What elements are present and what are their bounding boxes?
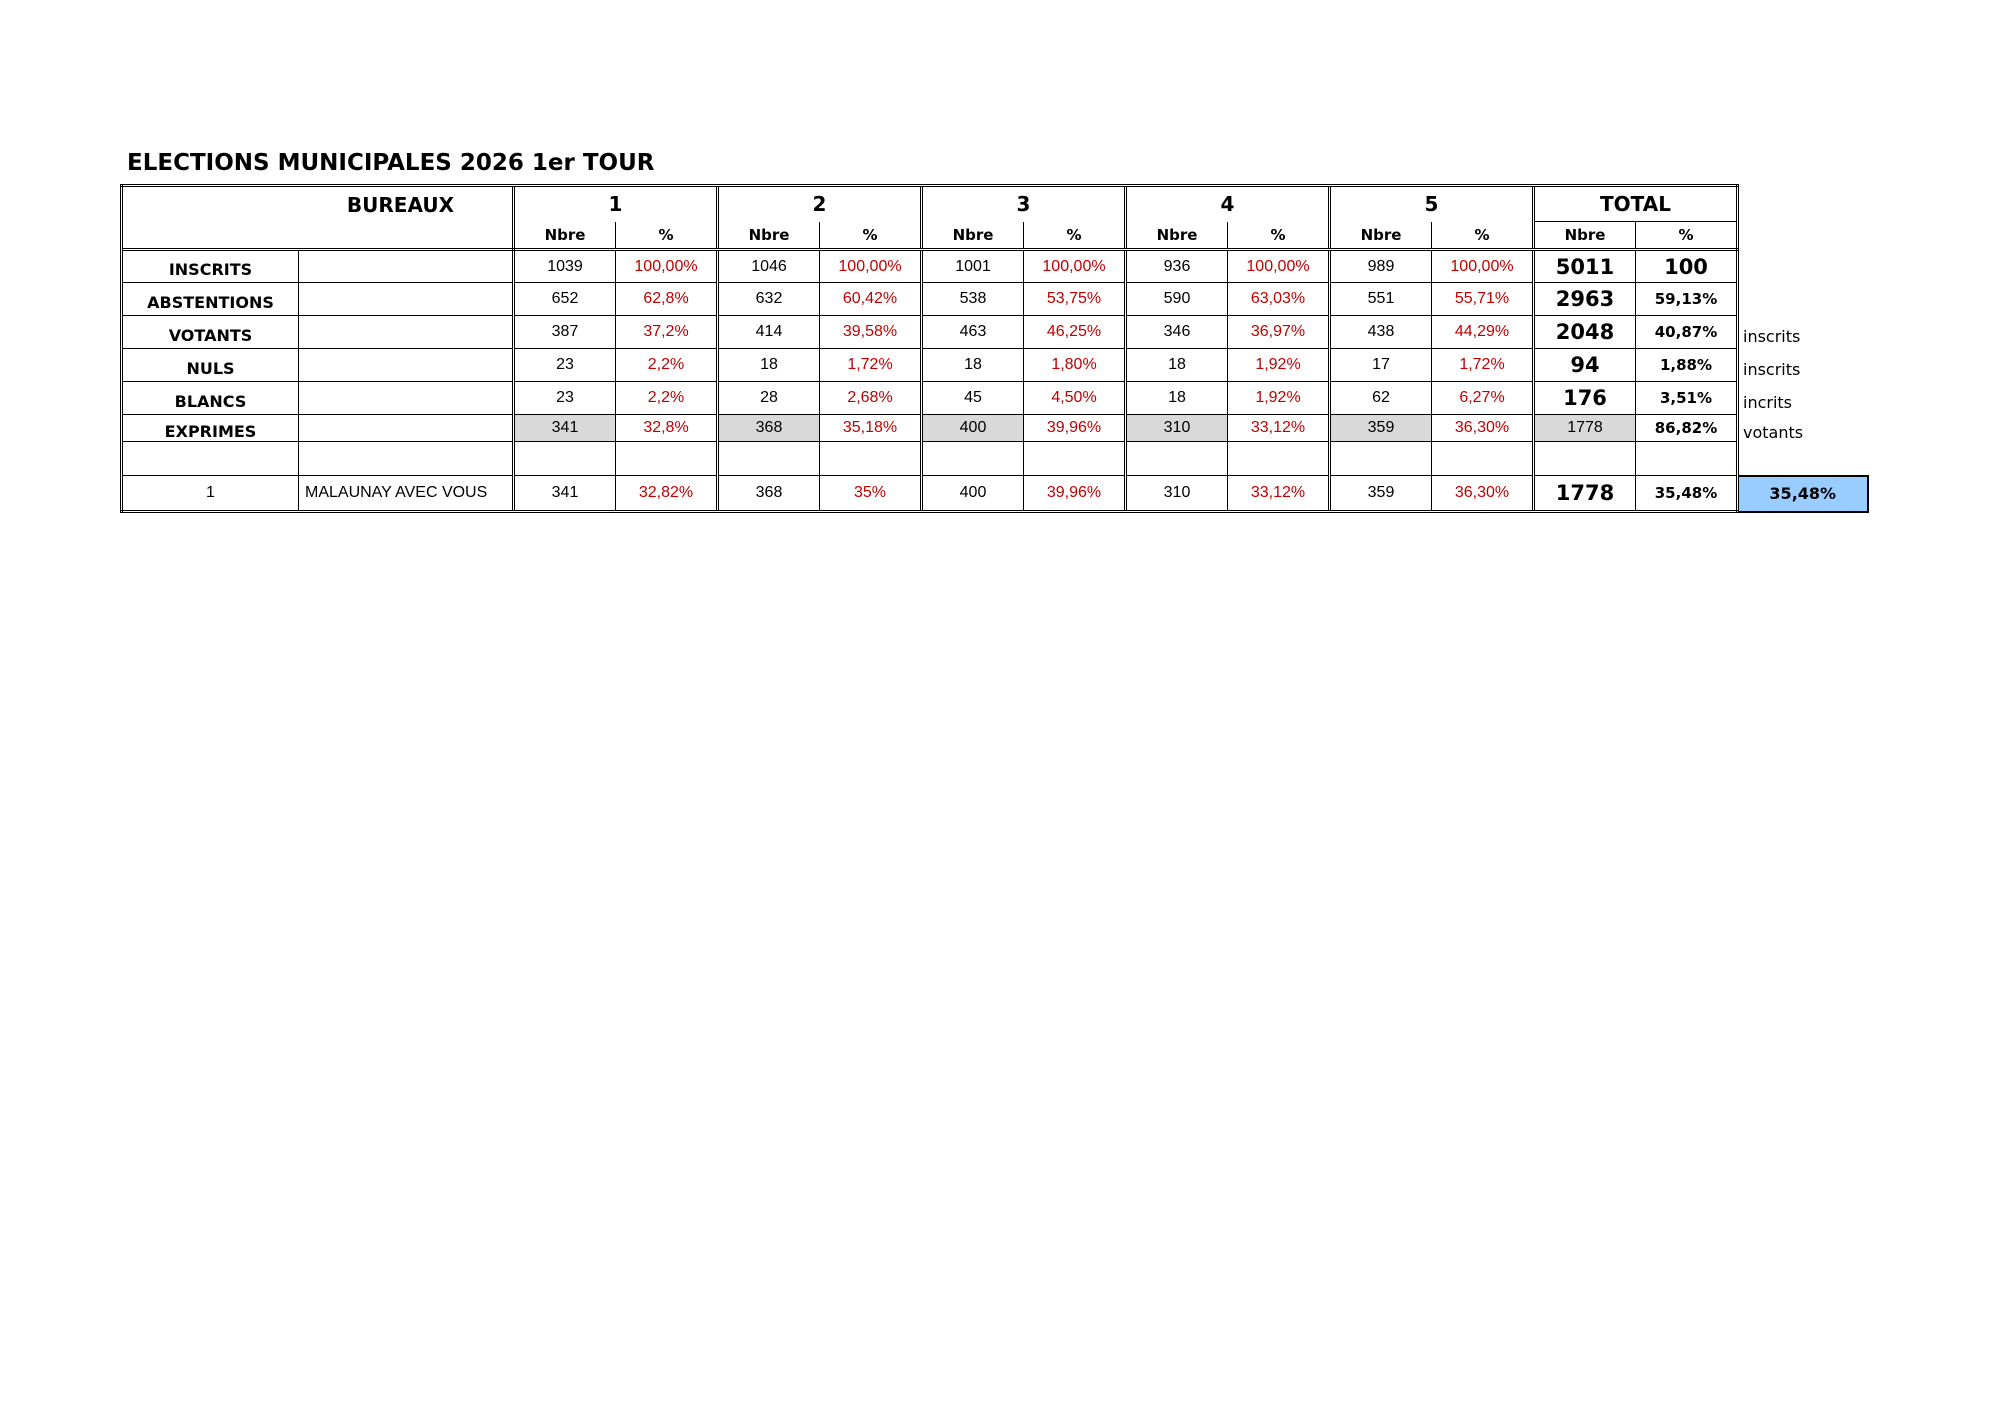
row-label: EXPRIMES bbox=[122, 415, 299, 442]
empty-cell bbox=[718, 442, 820, 476]
row-label: ABSTENTIONS bbox=[122, 283, 299, 316]
bureau-2-percent: 100,00% bbox=[820, 250, 922, 283]
candidate-total-percent: 35,48% bbox=[1636, 476, 1738, 512]
bureau-3-count: 538 bbox=[922, 283, 1024, 316]
bureau-5-percent: 55,71% bbox=[1432, 283, 1534, 316]
bureau-2-percent: 60,42% bbox=[820, 283, 922, 316]
empty-cell bbox=[1738, 222, 1868, 250]
bureau-header-1[interactable]: 1 bbox=[514, 186, 718, 222]
empty-cell bbox=[1126, 442, 1228, 476]
bureau-2-count: 368 bbox=[718, 415, 820, 442]
bureau-1-count: 23 bbox=[514, 382, 616, 415]
bureau-4-count: 936 bbox=[1126, 250, 1228, 283]
bureau-1-percent: 32,8% bbox=[616, 415, 718, 442]
candidate-total-count: 1778 bbox=[1534, 476, 1636, 512]
total-percent: 40,87% bbox=[1636, 316, 1738, 349]
candidate-bureau-3-count: 400 bbox=[922, 476, 1024, 512]
bureau-1-percent: 62,8% bbox=[616, 283, 718, 316]
total-count: 5011 bbox=[1534, 250, 1636, 283]
total-count: 176 bbox=[1534, 382, 1636, 415]
row-note bbox=[1738, 283, 1868, 316]
row-blank bbox=[299, 415, 514, 442]
bureau-1-count: 341 bbox=[514, 415, 616, 442]
row-blank bbox=[299, 382, 514, 415]
bureau-3-count: 45 bbox=[922, 382, 1024, 415]
pct-subheader: % bbox=[1636, 222, 1738, 250]
spacer-row bbox=[122, 442, 1868, 476]
bureau-header-3[interactable]: 3 bbox=[922, 186, 1126, 222]
bureau-2-percent: 2,68% bbox=[820, 382, 922, 415]
empty-cell bbox=[514, 442, 616, 476]
nbre-subheader: Nbre bbox=[514, 222, 616, 250]
bureaux-header[interactable]: BUREAUX bbox=[122, 186, 514, 250]
candidate-bureau-4-percent: 33,12% bbox=[1228, 476, 1330, 512]
bureau-3-percent: 39,96% bbox=[1024, 415, 1126, 442]
candidate-number: 1 bbox=[122, 476, 299, 512]
row-blank bbox=[299, 250, 514, 283]
pct-subheader: % bbox=[1432, 222, 1534, 250]
page-title: ELECTIONS MUNICIPALES 2026 1er TOUR bbox=[127, 150, 655, 176]
empty-cell bbox=[1738, 442, 1868, 476]
bureau-5-percent: 44,29% bbox=[1432, 316, 1534, 349]
total-percent: 59,13% bbox=[1636, 283, 1738, 316]
bureau-3-percent: 53,75% bbox=[1024, 283, 1126, 316]
bureau-2-count: 28 bbox=[718, 382, 820, 415]
bureau-5-count: 438 bbox=[1330, 316, 1432, 349]
bureau-4-percent: 63,03% bbox=[1228, 283, 1330, 316]
empty-cell bbox=[1024, 442, 1126, 476]
nbre-subheader: Nbre bbox=[718, 222, 820, 250]
total-percent: 100 bbox=[1636, 250, 1738, 283]
bureau-4-percent: 1,92% bbox=[1228, 382, 1330, 415]
bureau-3-count: 463 bbox=[922, 316, 1024, 349]
bureau-2-count: 632 bbox=[718, 283, 820, 316]
total-header[interactable]: TOTAL bbox=[1534, 186, 1738, 222]
empty-cell bbox=[922, 442, 1024, 476]
bureau-2-percent: 1,72% bbox=[820, 349, 922, 382]
empty-cell bbox=[1636, 442, 1738, 476]
bureau-3-count: 400 bbox=[922, 415, 1024, 442]
candidate-name: MALAUNAY AVEC VOUS bbox=[299, 476, 514, 512]
table-row bbox=[122, 349, 1868, 382]
nbre-subheader: Nbre bbox=[922, 222, 1024, 250]
bureau-4-percent: 1,92% bbox=[1228, 349, 1330, 382]
bureau-3-percent: 4,50% bbox=[1024, 382, 1126, 415]
bureau-4-count: 346 bbox=[1126, 316, 1228, 349]
bureau-2-count: 1046 bbox=[718, 250, 820, 283]
bureau-4-count: 18 bbox=[1126, 349, 1228, 382]
row-label: BLANCS bbox=[122, 382, 299, 415]
bureau-1-percent: 2,2% bbox=[616, 382, 718, 415]
results-table bbox=[120, 184, 1869, 513]
bureau-3-percent: 1,80% bbox=[1024, 349, 1126, 382]
total-count: 94 bbox=[1534, 349, 1636, 382]
empty-cell bbox=[122, 442, 299, 476]
total-percent: 1,88% bbox=[1636, 349, 1738, 382]
candidate-bureau-2-count: 368 bbox=[718, 476, 820, 512]
bureau-1-count: 23 bbox=[514, 349, 616, 382]
bureau-5-percent: 36,30% bbox=[1432, 415, 1534, 442]
total-percent: 86,82% bbox=[1636, 415, 1738, 442]
bureau-3-percent: 100,00% bbox=[1024, 250, 1126, 283]
bureau-2-percent: 39,58% bbox=[820, 316, 922, 349]
table-row bbox=[122, 415, 1868, 442]
row-label: VOTANTS bbox=[122, 316, 299, 349]
bureau-1-count: 652 bbox=[514, 283, 616, 316]
row-blank bbox=[299, 316, 514, 349]
bureau-2-count: 414 bbox=[718, 316, 820, 349]
nbre-subheader: Nbre bbox=[1126, 222, 1228, 250]
bureau-2-percent: 35,18% bbox=[820, 415, 922, 442]
bureau-4-count: 18 bbox=[1126, 382, 1228, 415]
candidate-bureau-2-percent: 35% bbox=[820, 476, 922, 512]
empty-cell bbox=[1432, 442, 1534, 476]
row-note bbox=[1738, 250, 1868, 283]
bureau-1-count: 1039 bbox=[514, 250, 616, 283]
candidate-bureau-5-percent: 36,30% bbox=[1432, 476, 1534, 512]
bureau-header-4[interactable]: 4 bbox=[1126, 186, 1330, 222]
bureau-1-percent: 37,2% bbox=[616, 316, 718, 349]
bureau-5-percent: 1,72% bbox=[1432, 349, 1534, 382]
row-note: incrits bbox=[1743, 392, 1793, 412]
candidate-row bbox=[122, 476, 1868, 512]
bureau-5-percent: 100,00% bbox=[1432, 250, 1534, 283]
candidate-bureau-3-percent: 39,96% bbox=[1024, 476, 1126, 512]
bureau-5-count: 989 bbox=[1330, 250, 1432, 283]
empty-cell bbox=[616, 442, 718, 476]
pct-subheader: % bbox=[616, 222, 718, 250]
nbre-subheader: Nbre bbox=[1330, 222, 1432, 250]
row-blank bbox=[299, 349, 514, 382]
bureau-1-percent: 2,2% bbox=[616, 349, 718, 382]
row-label: INSCRITS bbox=[122, 250, 299, 283]
bureau-5-count: 551 bbox=[1330, 283, 1432, 316]
row-note: votants bbox=[1743, 422, 1804, 442]
bureau-3-count: 1001 bbox=[922, 250, 1024, 283]
candidate-bureau-1-percent: 32,82% bbox=[616, 476, 718, 512]
bureau-5-count: 359 bbox=[1330, 415, 1432, 442]
row-blank bbox=[299, 283, 514, 316]
candidate-bureau-5-count: 359 bbox=[1330, 476, 1432, 512]
bureau-1-count: 387 bbox=[514, 316, 616, 349]
candidate-bureau-4-count: 310 bbox=[1126, 476, 1228, 512]
empty-cell bbox=[1534, 442, 1636, 476]
table-row bbox=[122, 382, 1868, 415]
bureau-header-2[interactable]: 2 bbox=[718, 186, 922, 222]
pct-subheader: % bbox=[1024, 222, 1126, 250]
bureau-4-percent: 100,00% bbox=[1228, 250, 1330, 283]
bureau-5-count: 17 bbox=[1330, 349, 1432, 382]
table-row bbox=[122, 250, 1868, 283]
header-row-bureaus bbox=[122, 186, 1868, 222]
pct-subheader: % bbox=[820, 222, 922, 250]
empty-cell bbox=[1738, 186, 1868, 222]
bureau-4-percent: 36,97% bbox=[1228, 316, 1330, 349]
candidate-bureau-1-count: 341 bbox=[514, 476, 616, 512]
bureau-4-count: 590 bbox=[1126, 283, 1228, 316]
row-label: NULS bbox=[122, 349, 299, 382]
total-count: 2963 bbox=[1534, 283, 1636, 316]
bureau-5-percent: 6,27% bbox=[1432, 382, 1534, 415]
pct-subheader: % bbox=[1228, 222, 1330, 250]
total-count: 2048 bbox=[1534, 316, 1636, 349]
bureau-5-count: 62 bbox=[1330, 382, 1432, 415]
empty-cell bbox=[820, 442, 922, 476]
row-note: inscrits bbox=[1743, 326, 1801, 346]
total-percent: 3,51% bbox=[1636, 382, 1738, 415]
empty-cell bbox=[299, 442, 514, 476]
row-note: inscrits bbox=[1743, 359, 1801, 379]
bureau-4-percent: 33,12% bbox=[1228, 415, 1330, 442]
nbre-subheader: Nbre bbox=[1534, 222, 1636, 250]
bureau-3-percent: 46,25% bbox=[1024, 316, 1126, 349]
candidate-highlight-percent[interactable]: 35,48% bbox=[1738, 476, 1868, 512]
bureau-4-count: 310 bbox=[1126, 415, 1228, 442]
table-row bbox=[122, 316, 1868, 349]
bureau-1-percent: 100,00% bbox=[616, 250, 718, 283]
empty-cell bbox=[1228, 442, 1330, 476]
empty-cell bbox=[1330, 442, 1432, 476]
bureau-3-count: 18 bbox=[922, 349, 1024, 382]
bureau-header-5[interactable]: 5 bbox=[1330, 186, 1534, 222]
bureau-2-count: 18 bbox=[718, 349, 820, 382]
table-row bbox=[122, 283, 1868, 316]
total-count: 1778 bbox=[1534, 415, 1636, 442]
